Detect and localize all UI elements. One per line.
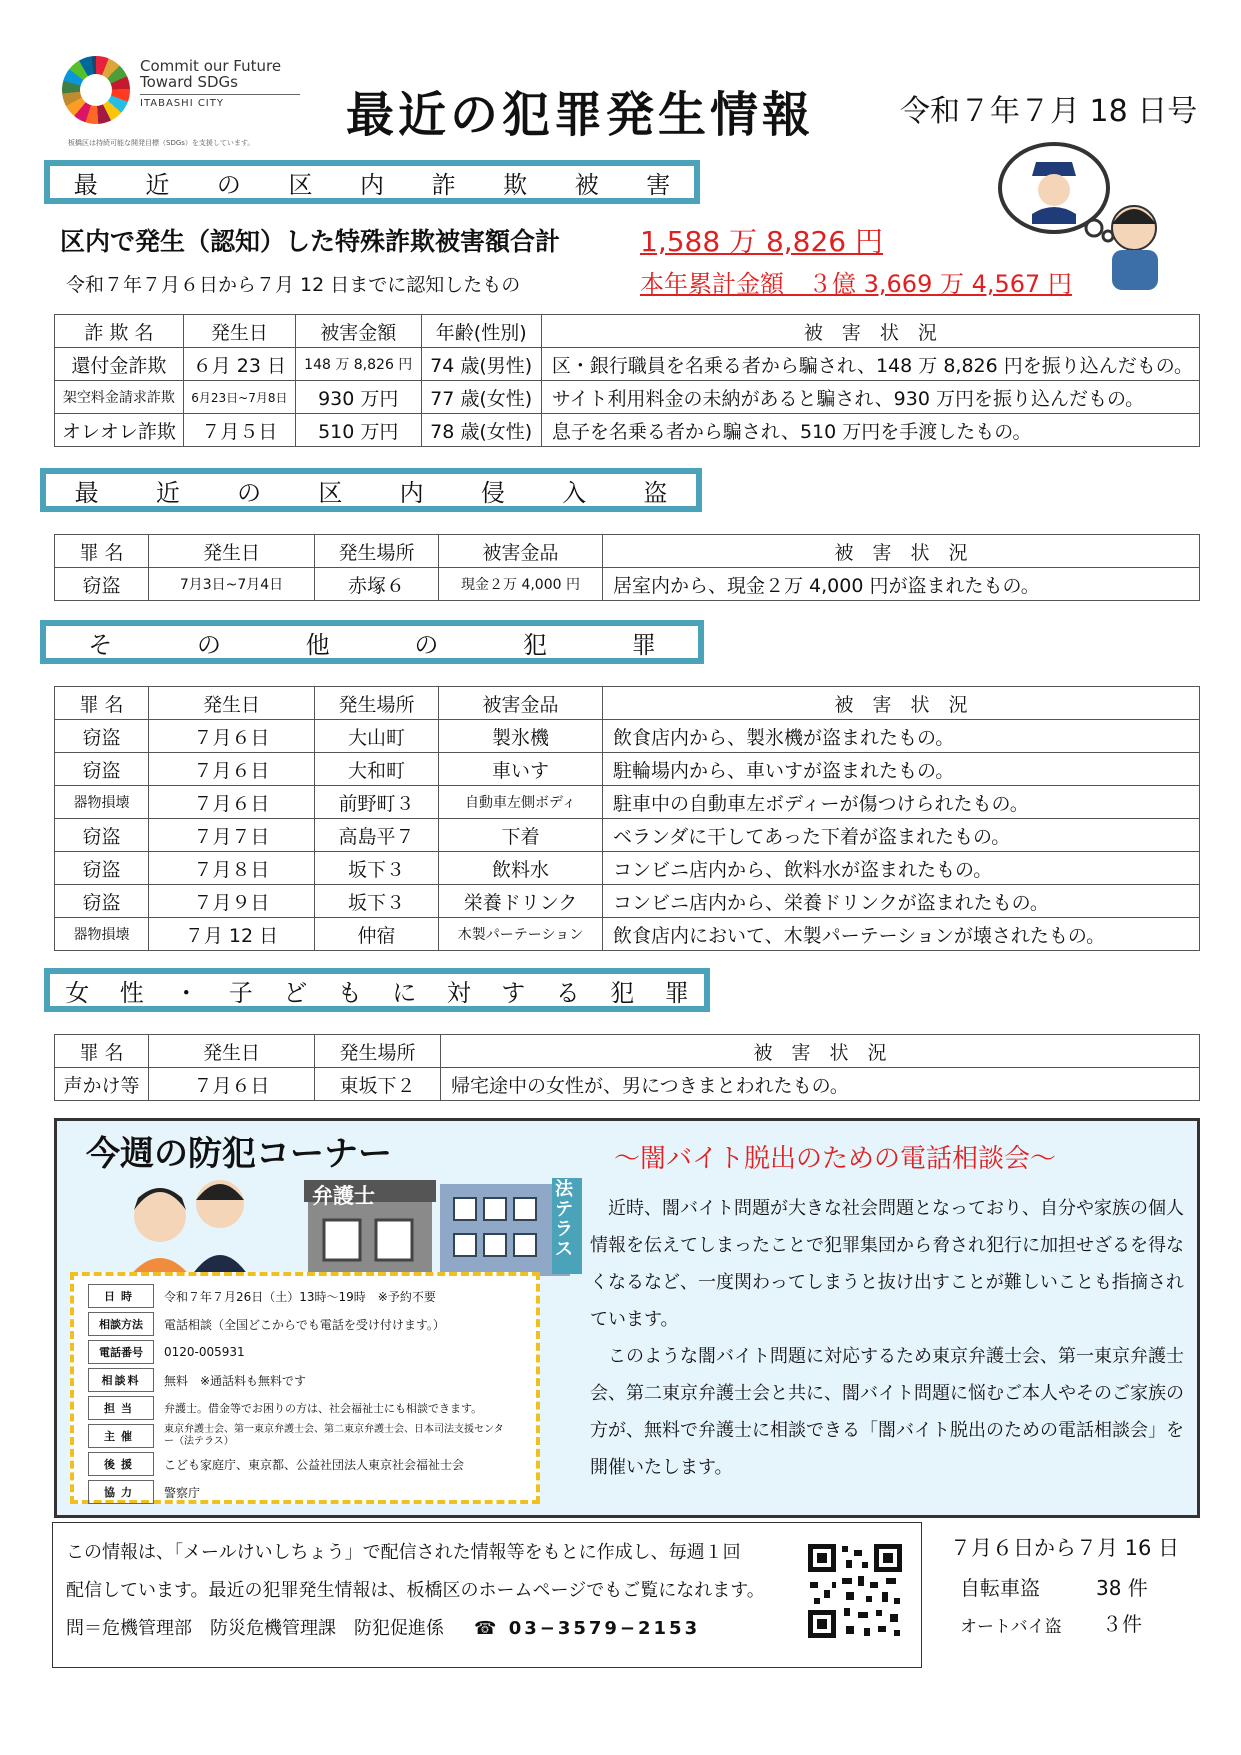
moto-theft-count: ３件	[1102, 1612, 1142, 1636]
event-info-box	[70, 1272, 540, 1504]
sdgs-wheel-icon	[62, 56, 130, 124]
info-row-method: 相談方法 電話相談（全国どこからでも電話を受け付けます。）	[88, 1310, 445, 1338]
table-row: オレオレ詐欺 ７月５日 510 万円 78 歳(女性) 息子を名乗る者から騙され、510 万円を手渡したもの。	[55, 414, 1200, 447]
table-row: 窃盗 7月3日~7月4日 赤塚６ 現金２万 4,000 円 居室内から、現金２万 4,000 円が盗まれたもの。	[55, 568, 1200, 601]
info-row-phone: 電話番号 0120-005931	[88, 1338, 245, 1366]
table-row: 窃盗 ７月９日 坂下３ 栄養ドリンク コンビニ店内から、栄養ドリンクが盗まれたもの。	[55, 885, 1200, 918]
info-row-date: 日時 令和７年７月26日（土）13時～19時 ※予約不要	[88, 1282, 436, 1310]
table-row: 窃盗 ７月６日 大山町 製氷機 飲食店内から、製氷機が盗まれたもの。	[55, 720, 1200, 753]
logo-note: 板橋区は持続可能な開発目標（SDGs）を支援しています。	[68, 139, 255, 147]
logo-city: ITABASHI CITY	[140, 98, 224, 109]
corner-body	[590, 1190, 1195, 1486]
table-row: 窃盗 ７月７日 高島平７ 下着 ベランダに干してあった下着が盗まれたもの。	[55, 819, 1200, 852]
moto-theft-label: オートバイ盗	[960, 1617, 1062, 1637]
issue-date: 令和７年７月 18 日号	[900, 94, 1198, 129]
table-row: 器物損壊 ７月 12 日 仲宿 木製パーテーション 飲食店内において、木製パーテーションが壊されたもの。	[55, 918, 1200, 951]
women-table	[54, 1034, 1200, 1101]
info-row-support: 後援 こども家庭庁、東京都、公益社団法人東京社会福祉士会	[88, 1450, 464, 1478]
info-row-staff: 担当 弁護士。借金等でお困りの方は、社会福祉士にも相談できます。	[88, 1394, 482, 1422]
fraud-year-total: 本年累計金額 ３億 3,669 万 4,567 円	[640, 270, 1072, 298]
burglary-section-bar: 最 近 の 区 内 侵 入 盗	[40, 468, 702, 512]
table-header: 罪 名 発生日 発生場所 被 害 状 況	[55, 1035, 1200, 1068]
footer-contact: 問＝危機管理部 防災危機管理課 防犯促進係	[66, 1618, 444, 1639]
fraud-total-label: 区内で発生（認知）した特殊詐欺被害額合計	[60, 227, 561, 256]
table-header: 詐 欺 名 発生日 被害金額 年齢(性別) 被 害 状 況	[55, 315, 1200, 348]
houterasu-sign: 法テラス	[555, 1179, 573, 1260]
burglary-table	[54, 534, 1200, 601]
fraud-total-value: 1,588 万 8,826 円	[640, 225, 884, 258]
logo-line2: Toward SDGs	[140, 73, 238, 91]
bike-theft-label: 自転車盗	[960, 1576, 1040, 1600]
logo-line1: Commit our Future	[140, 57, 282, 75]
qr-code-icon[interactable]	[806, 1542, 904, 1640]
footer-phone: ☎ 03−3579−2153	[474, 1618, 701, 1639]
bike-theft-count: 38 件	[1096, 1576, 1148, 1600]
stats-period: ７月６日から７月 16 日	[950, 1536, 1180, 1560]
table-row: 窃盗 ７月６日 大和町 車いす 駐輪場内から、車いすが盗まれたもの。	[55, 753, 1200, 786]
lawyer-sign: 弁護士	[312, 1184, 375, 1208]
table-row: 声かけ等 ７月６日 東坂下２ 帰宅途中の女性が、男につきまとわれたもの。	[55, 1068, 1200, 1101]
fraud-section-bar: 最 近 の 区 内 詐 欺 被 害	[44, 160, 700, 204]
page-title: 最近の犯罪発生情報	[346, 87, 815, 143]
footer-text: この情報は、「メールけいしちょう」で配信された情報等をもとに作成し、毎週１回 配信しています。最近の犯罪発生情報は、板橋区のホームページでもご覧になれます。 問＝危機管理部 防災危機管理課 防犯促進係 ☎ 03−3579−2153	[66, 1534, 765, 1648]
fraud-period: 令和７年７月６日から７月 12 日までに認知したもの	[66, 274, 521, 296]
table-row: 架空料金請求詐欺 6月23日~7月8日 930 万円 77 歳(女性) サイト利用料金の未納があると騙され、930 万円を振り込んだもの。	[55, 381, 1200, 414]
corner-paragraph-1: 近時、闇バイト問題が大きな社会問題となっており、自分や家族の個人情報を伝えてしまったことで犯罪集団から脅され犯行に加担せざるを得なくなるなど、一度関わってしまうと抜け出すことが難しいことも指摘されています。	[590, 1198, 1184, 1330]
table-header: 罪 名 発生日 発生場所 被害金品 被 害 状 況	[55, 535, 1200, 568]
sdgs-logo	[62, 52, 302, 148]
corner-title: 今週の防犯コーナー	[86, 1134, 392, 1174]
info-row-fee: 相談料 無料 ※通話料も無料です	[88, 1366, 306, 1394]
table-row: 窃盗 ７月８日 坂下３ 飲料水 コンビニ店内から、飲料水が盗まれたもの。	[55, 852, 1200, 885]
fraud-table	[54, 314, 1200, 447]
table-row: 器物損壊 ７月６日 前野町３ 自動車左側ボディ 駐車中の自動車左ボディーが傷つけられたもの。	[55, 786, 1200, 819]
info-row-cooperation: 協力 警察庁	[88, 1478, 200, 1506]
other-table	[54, 686, 1200, 951]
corner-paragraph-2: このような闇バイト問題に対応するため東京弁護士会、第一東京弁護士会、第二東京弁護士会と共に、闇バイト問題に悩むご本人やそのご家族の方が、無料で弁護士に相談できる「闇バイト脱出のための電話相談会」を開催いたします。	[590, 1346, 1184, 1478]
women-section-bar: 女 性 ・ 子 ど も に 対 す る 犯 罪	[44, 968, 710, 1012]
table-header: 罪 名 発生日 発生場所 被害金品 被 害 状 況	[55, 687, 1200, 720]
info-row-host: 主催 東京弁護士会、第一東京弁護士会、第二東京弁護士会、日本司法支援センター（法テラス）	[88, 1422, 504, 1450]
corner-subtitle: ～闇バイト脱出のための電話相談会～	[614, 1144, 1057, 1174]
table-row: 還付金詐欺 ６月 23 日 148 万 8,826 円 74 歳(男性) 区・銀行職員を名乗る者から騙され、148 万 8,826 円を振り込んだもの。	[55, 348, 1200, 381]
other-section-bar: そ の 他 の 犯 罪	[40, 620, 704, 664]
